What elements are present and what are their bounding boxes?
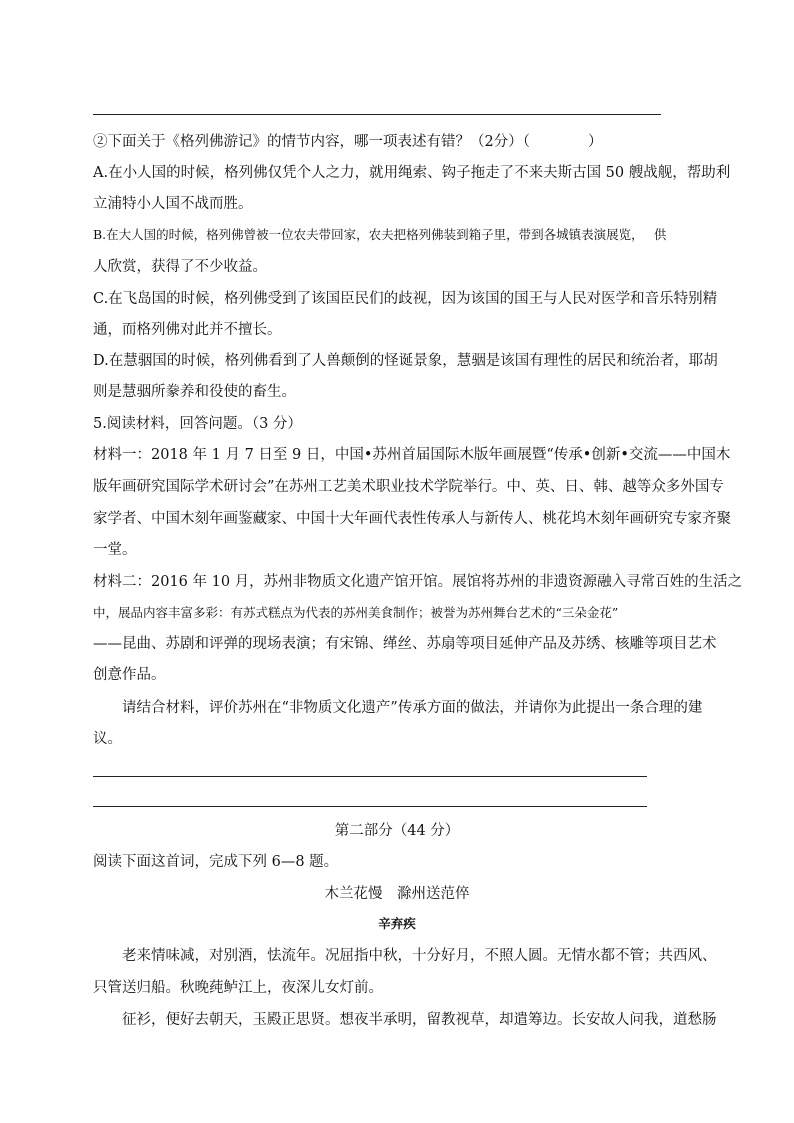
material-2-line-1: 材料二：2016 年 10 月，苏州非物质文化遗产馆开馆。展馆将苏州的非遗资源融入寻常百姓的生活之 <box>93 574 743 590</box>
material-2-line-4: 创意作品。 <box>93 667 166 683</box>
part-2-title: 第二部分（44 分） <box>334 823 460 839</box>
material-1-line-2: 版年画研究国际学术研讨会”在苏州工艺美术职业技术学院举行。中、英、日、韩、越等众多外国专 <box>93 479 724 495</box>
option-c-line-2: 通，而格列佛对此并不擅长。 <box>93 322 282 338</box>
question-stem: ②下面关于《格列佛游记》的情节内容，哪一项表述有错？（2分）（ ） <box>93 134 603 150</box>
material-2-line-2: 中，展品内容丰富多彩：有苏式糕点为代表的苏州美食制作；被誉为苏州舞台艺术的“三朵金花” <box>93 605 619 620</box>
option-d-line-2: 则是慧骃所豢养和役使的畜生。 <box>93 384 296 400</box>
question-5-prompt-line-2: 议。 <box>93 731 122 747</box>
answer-line-1 <box>93 776 647 777</box>
answer-line-2 <box>93 806 647 807</box>
option-b-line-2: 人欣赏，获得了不少收益。 <box>93 259 267 275</box>
poem-title: 木兰花慢 滁州送范倅 <box>324 886 470 902</box>
question-5-prompt-line-1: 请结合材料，评价苏州在“非物质文化遗产”传承方面的做法，并请你为此提出一条合理的建 <box>122 700 703 716</box>
material-2-line-3: ——昆曲、苏剧和评弹的现场表演；有宋锦、缂丝、苏扇等项目延伸产品及苏绣、核雕等项目艺术 <box>93 636 717 652</box>
option-d-line-1: D.在慧骃国的时候，格列佛看到了人兽颠倒的怪诞景象，慧骃是该国有理性的居民和统治者，耶胡 <box>93 353 718 369</box>
material-1-line-3: 家学者、中国木刻年画鉴藏家、中国十大年画代表性传承人与新传人、桃花坞木刻年画研究专家齐聚 <box>93 511 731 527</box>
material-1-line-1: 材料一：2018 年 1 月 7 日至 9 日，中国•苏州首届国际木版年画展暨“传承•创新•交流——中国木 <box>93 447 731 463</box>
option-b-line-1: B.在大人国的时候，格列佛曾被一位农夫带回家，农夫把格列佛装到箱子里，带到各城镇表演展览， 供 <box>93 227 667 242</box>
poem-author: 辛弃疾 <box>378 916 416 931</box>
material-1-line-4: 一堂。 <box>93 542 137 558</box>
option-a-line-1: A.在小人国的时候，格列佛仅凭个人之力，就用绳索、钩子拖走了不来夫斯古国 50 艘战舰，帮助利 <box>93 165 731 181</box>
question-5-title: 5.阅读材料，回答问题。（3 分） <box>93 416 302 432</box>
option-a-line-2: 立浦特小人国不战而胜。 <box>93 196 253 212</box>
answer-line-top <box>93 114 661 115</box>
poem-line-3: 征衫，便好去朝天，玉殿正思贤。想夜半承明，留教视草，却遣筹边。长安故人问我，道愁肠 <box>122 1012 717 1028</box>
poem-line-2: 只管送归船。秋晚莼鲈江上，夜深儿女灯前。 <box>93 980 383 996</box>
option-c-line-1: C.在飞岛国的时候，格列佛受到了该国臣民们的歧视，因为该国的国王与人民对医学和音乐特别精 <box>93 291 718 307</box>
part-2-intro: 阅读下面这首词，完成下列 6—8 题。 <box>93 854 339 870</box>
poem-line-1: 老来情味减，对别酒，怯流年。况屈指中秋，十分好月，不照人圆。无情水都不管；共西风、 <box>122 948 717 964</box>
